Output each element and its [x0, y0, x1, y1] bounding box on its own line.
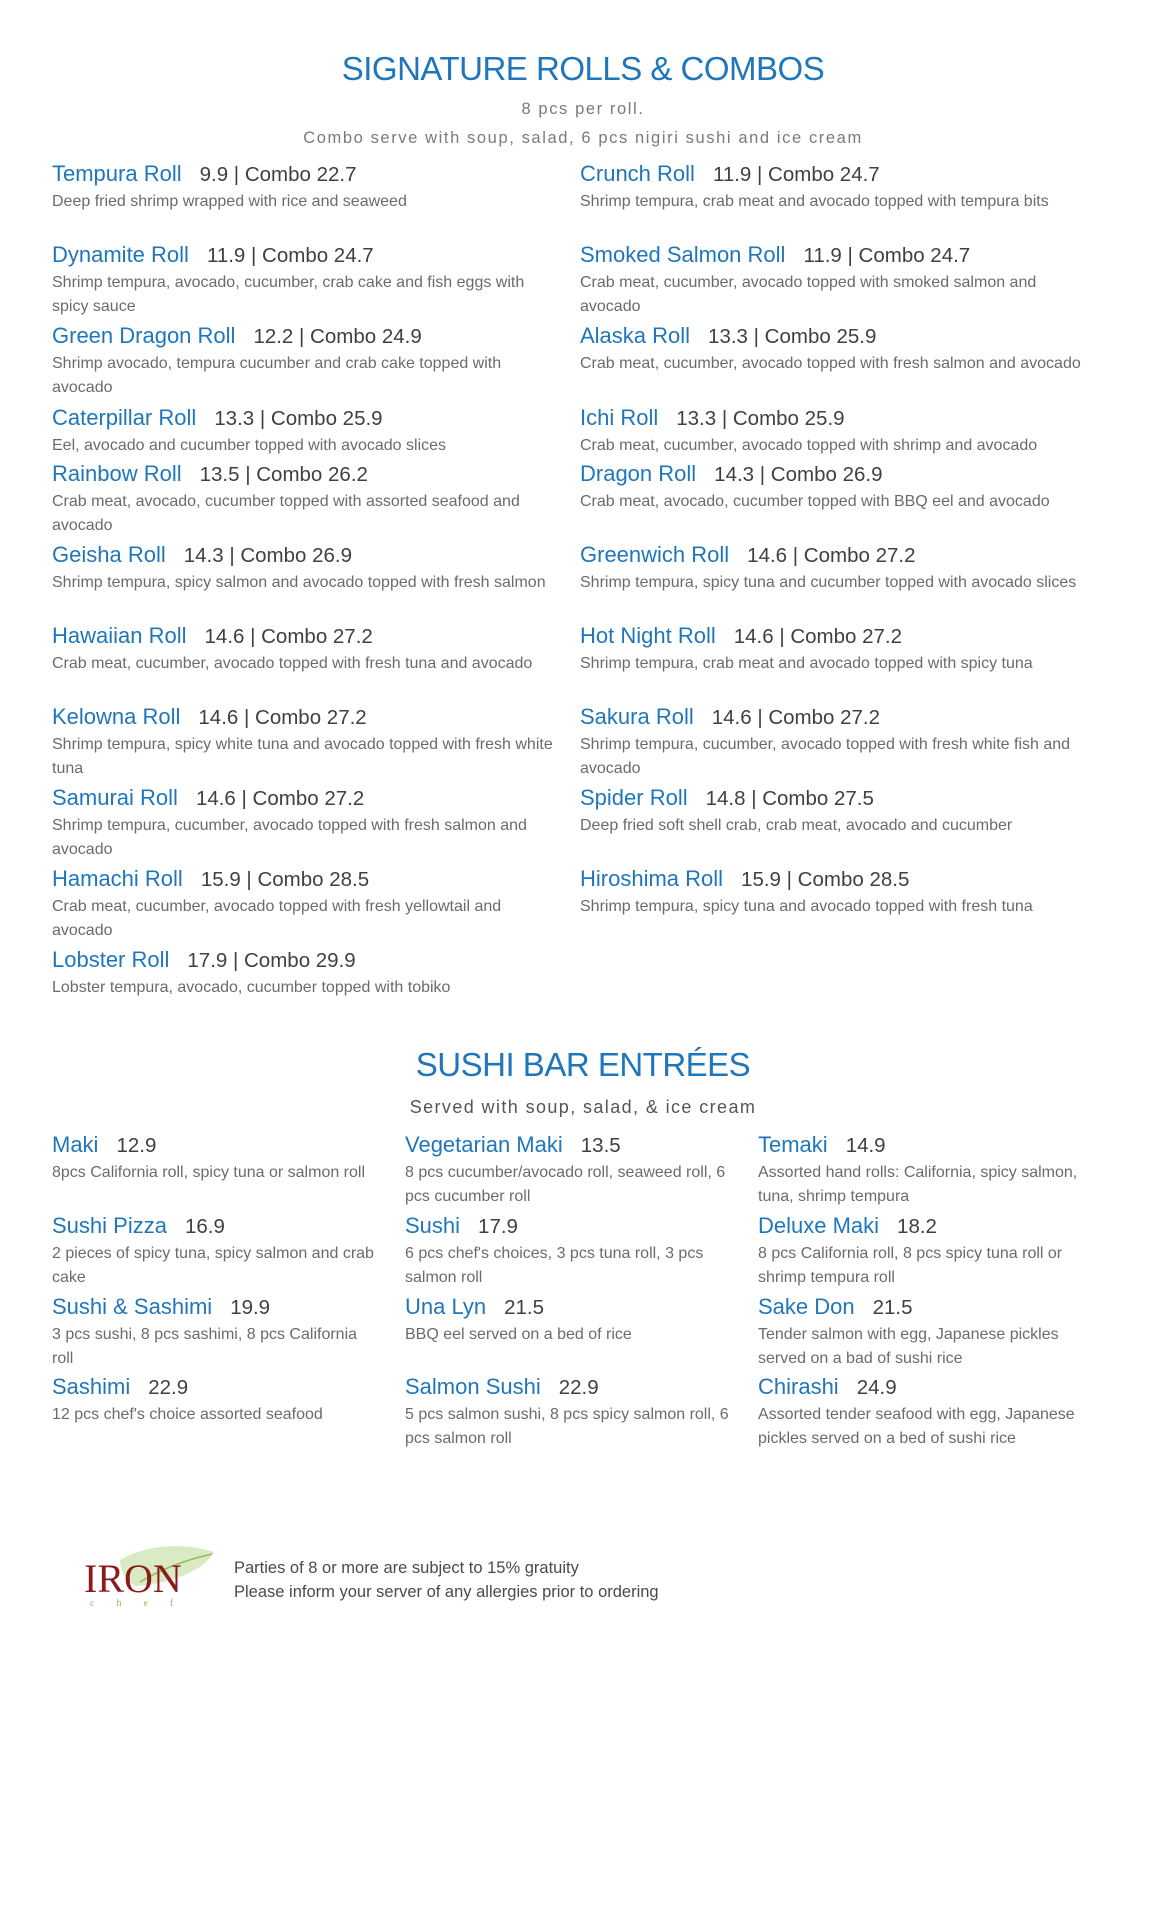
menu-item: [758, 1293, 1088, 1371]
item-name: Greenwich Roll: [580, 542, 730, 567]
item-name: Salmon Sushi: [405, 1374, 541, 1399]
item-name: Sashimi: [52, 1374, 131, 1399]
item-price: 13.3 | Combo 25.9: [214, 407, 383, 430]
item-name: Ichi Roll: [580, 405, 659, 430]
item-description: Shrimp tempura, cucumber, avocado topped with fresh white fish and avocado: [580, 736, 1071, 777]
item-price: 14.8 | Combo 27.5: [705, 787, 874, 810]
menu-item: [580, 784, 1100, 838]
menu-item: [580, 241, 1100, 319]
menu-item: [758, 1212, 1088, 1290]
item-price: 13.3 | Combo 25.9: [708, 325, 877, 348]
item-description: Assorted hand rolls: California, spicy salmon, tuna, shrimp tempura: [758, 1164, 1078, 1205]
item-name: Sake Don: [758, 1294, 855, 1319]
item-name: Rainbow Roll: [52, 461, 182, 486]
entrees-subtitle: Served with soup, salad, & ice cream: [409, 1097, 757, 1117]
menu-item: [52, 1212, 382, 1290]
item-price: 11.9 | Combo 24.7: [206, 244, 374, 267]
item-price: 14.6 | Combo 27.2: [747, 544, 916, 567]
item-description: Crab meat, cucumber, avocado topped with fresh yellowtail and avocado: [52, 898, 502, 939]
item-name: Maki: [52, 1132, 99, 1157]
menu-item: [758, 1373, 1088, 1451]
menu-item: [52, 1293, 382, 1371]
menu-item: [580, 622, 1100, 676]
item-name: Vegetarian Maki: [405, 1132, 563, 1157]
item-price: 14.3 | Combo 26.9: [714, 463, 883, 486]
menu-item: [52, 865, 562, 943]
item-description: 8 pcs cucumber/avocado roll, seaweed roll, 6 pcs cucumber roll: [405, 1164, 726, 1205]
item-name: Hamachi Roll: [52, 866, 183, 891]
item-description: Deep fried shrimp wrapped with rice and seaweed: [52, 193, 407, 210]
item-price: 14.6 | Combo 27.2: [198, 706, 367, 729]
menu-item: [405, 1212, 735, 1290]
menu-item: [52, 622, 562, 676]
item-description: BBQ eel served on a bed of rice: [405, 1326, 632, 1343]
signature-subtitle-pieces: 8 pcs per roll.: [521, 100, 645, 118]
menu-item: [52, 1131, 382, 1185]
item-name: Chirashi: [758, 1374, 839, 1399]
item-description: Shrimp tempura, crab meat and avocado topped with spicy tuna: [580, 655, 1033, 672]
item-description: Shrimp avocado, tempura cucumber and crab cake topped with avocado: [52, 355, 502, 396]
item-name: Samurai Roll: [52, 785, 178, 810]
menu-item: [405, 1131, 735, 1209]
item-price: 24.9: [856, 1376, 897, 1399]
section-title-entrees: SUSHI BAR ENTRÉES: [415, 1046, 751, 1083]
item-description: Crab meat, cucumber, avocado topped with shrimp and avocado: [580, 437, 1038, 454]
item-price: 14.3 | Combo 26.9: [183, 544, 353, 567]
menu-item: [580, 541, 1100, 595]
item-description: Tender salmon with egg, Japanese pickles served on a bad of sushi rice: [758, 1326, 1059, 1367]
item-description: Shrimp tempura, spicy tuna and avocado topped with fresh tuna: [580, 898, 1033, 915]
item-description: 8 pcs California roll, 8 pcs spicy tuna roll or shrimp tempura roll: [758, 1245, 1063, 1286]
item-price: 16.9: [184, 1215, 225, 1238]
item-price: 15.9 | Combo 28.5: [200, 868, 370, 891]
item-name: Deluxe Maki: [758, 1213, 880, 1238]
iron-chef-logo: [80, 1540, 220, 1610]
allergy-note: Please inform your server of any allergies prior to ordering: [234, 1583, 659, 1601]
item-description: 3 pcs sushi, 8 pcs sashimi, 8 pcs California roll: [52, 1326, 358, 1367]
menu-item: [580, 460, 1100, 514]
item-name: Sushi: [405, 1213, 461, 1238]
item-description: Shrimp tempura, spicy salmon and avocado topped with fresh salmon: [52, 574, 546, 591]
item-price: 17.9 | Combo 29.9: [187, 949, 356, 972]
item-price: 18.2: [897, 1215, 937, 1238]
item-name: Spider Roll: [580, 785, 688, 810]
menu-item: [580, 160, 1100, 214]
item-price: 11.9 | Combo 24.7: [803, 244, 971, 267]
section-title-signature: SIGNATURE ROLLS & COMBOS: [341, 50, 825, 87]
item-price: 15.9 | Combo 28.5: [741, 868, 910, 891]
menu-item: [52, 160, 562, 214]
menu-item: [52, 460, 562, 538]
item-description: 5 pcs salmon sushi, 8 pcs spicy salmon roll, 6 pcs salmon roll: [405, 1406, 729, 1447]
item-name: Temaki: [758, 1132, 828, 1157]
item-description: Crab meat, avocado, cucumber topped with assorted seafood and avocado: [52, 493, 520, 534]
menu-item: [52, 241, 562, 319]
footer-notes: [234, 1556, 659, 1604]
item-description: Crab meat, cucumber, avocado topped with smoked salmon and avocado: [580, 274, 1037, 315]
item-price: 13.5 | Combo 26.2: [199, 463, 368, 486]
item-name: Hiroshima Roll: [580, 866, 724, 891]
item-description: 6 pcs chef's choices, 3 pcs tuna roll, 3 pcs salmon roll: [405, 1245, 704, 1286]
menu-item: [758, 1131, 1088, 1209]
item-description: Deep fried soft shell crab, crab meat, avocado and cucumber: [580, 817, 1013, 834]
menu-item: [52, 322, 562, 400]
menu-item: [52, 404, 562, 458]
menu-item: [580, 322, 1100, 376]
item-price: 22.9: [558, 1376, 599, 1399]
item-price: 11.9 | Combo 24.7: [712, 163, 880, 186]
item-description: 12 pcs chef's choice assorted seafood: [52, 1406, 323, 1423]
item-description: Shrimp tempura, spicy tuna and cucumber topped with avocado slices: [580, 574, 1077, 591]
item-name: Smoked Salmon Roll: [580, 242, 786, 267]
item-name: Geisha Roll: [52, 542, 166, 567]
item-name: Hot Night Roll: [580, 623, 716, 648]
item-price: 14.6 | Combo 27.2: [711, 706, 881, 729]
item-price: 12.9: [116, 1134, 157, 1157]
item-name: Caterpillar Roll: [52, 405, 197, 430]
item-price: 22.9: [148, 1376, 189, 1399]
menu-item: [405, 1373, 735, 1451]
item-name: Sakura Roll: [580, 704, 694, 729]
item-name: Lobster Roll: [52, 947, 170, 972]
item-price: 14.9: [845, 1134, 886, 1157]
logo-text: IRON: [84, 1556, 182, 1601]
menu-item: [580, 703, 1100, 781]
logo-graphic: [80, 1540, 220, 1610]
item-name: Dragon Roll: [580, 461, 697, 486]
menu-item: [580, 865, 1100, 919]
item-description: 8pcs California roll, spicy tuna or salmon roll: [52, 1164, 366, 1181]
item-price: 21.5: [504, 1296, 545, 1319]
item-name: Kelowna Roll: [52, 704, 181, 729]
item-name: Alaska Roll: [580, 323, 691, 348]
item-price: 14.6 | Combo 27.2: [195, 787, 365, 810]
item-description: Eel, avocado and cucumber topped with avocado slices: [52, 437, 447, 454]
signature-subtitle-combo: Combo serve with soup, salad, 6 pcs nigiri sushi and ice cream: [303, 129, 863, 147]
item-price: 14.6 | Combo 27.2: [204, 625, 373, 648]
item-name: Crunch Roll: [580, 161, 695, 186]
item-price: 17.9: [478, 1215, 518, 1238]
item-description: Shrimp tempura, spicy white tuna and avocado topped with fresh white tuna: [52, 736, 553, 777]
item-name: Una Lyn: [405, 1294, 487, 1319]
menu-item: [52, 1373, 382, 1427]
item-description: Crab meat, cucumber, avocado topped with fresh tuna and avocado: [52, 655, 533, 672]
item-description: Crab meat, avocado, cucumber topped with BBQ eel and avocado: [580, 493, 1050, 510]
item-name: Dynamite Roll: [52, 242, 189, 267]
item-name: Sushi & Sashimi: [52, 1294, 213, 1319]
item-name: Tempura Roll: [52, 161, 182, 186]
item-description: 2 pieces of spicy tuna, spicy salmon and crab cake: [52, 1245, 374, 1286]
item-price: 21.5: [872, 1296, 913, 1319]
item-description: Shrimp tempura, cucumber, avocado topped with fresh salmon and avocado: [52, 817, 527, 858]
item-description: Shrimp tempura, crab meat and avocado topped with tempura bits: [580, 193, 1049, 210]
item-description: Lobster tempura, avocado, cucumber topped with tobiko: [52, 979, 451, 996]
item-price: 9.9 | Combo 22.7: [199, 163, 357, 186]
item-description: Crab meat, cucumber, avocado topped with fresh salmon and avocado: [580, 355, 1081, 372]
item-description: Shrimp tempura, avocado, cucumber, crab cake and fish eggs with spicy sauce: [52, 274, 525, 315]
item-description: Assorted tender seafood with egg, Japanese pickles served on a bed of sushi rice: [758, 1406, 1075, 1447]
item-price: 13.3 | Combo 25.9: [676, 407, 845, 430]
item-price: 13.5: [580, 1134, 621, 1157]
gratuity-note: Parties of 8 or more are subject to 15% gratuity: [234, 1559, 579, 1577]
menu-item: [52, 703, 562, 781]
menu-item: [52, 784, 562, 862]
logo-subtext: chef: [90, 1598, 196, 1609]
menu-item: [52, 541, 562, 595]
item-name: Green Dragon Roll: [52, 323, 236, 348]
item-price: 14.6 | Combo 27.2: [733, 625, 903, 648]
item-name: Sushi Pizza: [52, 1213, 167, 1238]
menu-item: [580, 404, 1100, 458]
menu-item: [52, 946, 562, 1000]
menu-item: [405, 1293, 735, 1347]
item-price: 12.2 | Combo 24.9: [253, 325, 422, 348]
item-price: 19.9: [230, 1296, 271, 1319]
item-name: Hawaiian Roll: [52, 623, 187, 648]
